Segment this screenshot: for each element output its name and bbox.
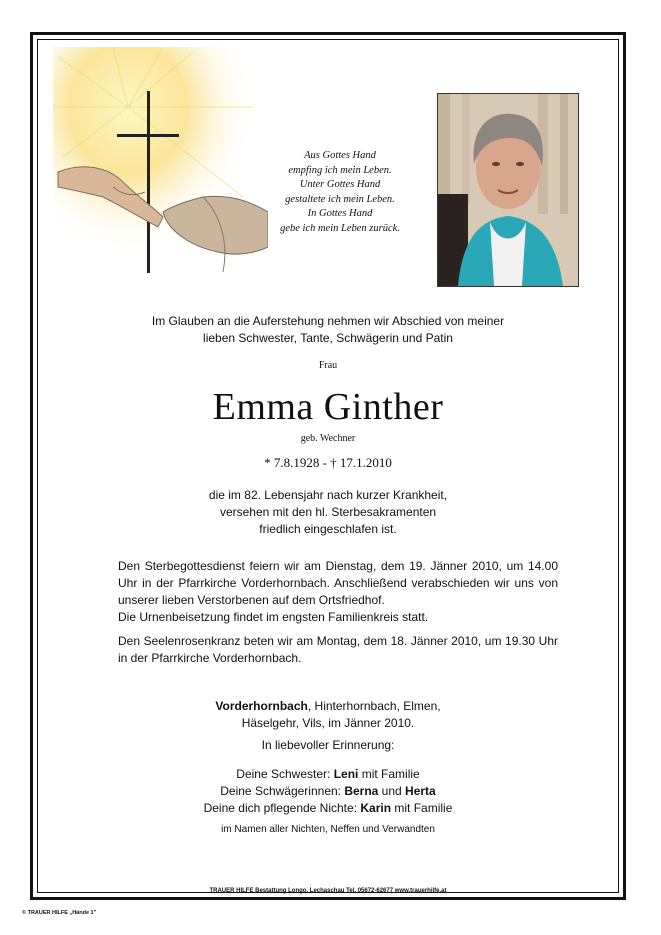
poem-line: Unter Gottes Hand xyxy=(299,179,381,191)
funeral-service-paragraph xyxy=(118,558,558,626)
funeral-home-footer: TRAUER HILFE Bestattung Longo, Lechaschau Tel. 05672-62677 www.trauerhilfe.at xyxy=(209,888,447,894)
poem-line: empfing ich mein Leben. xyxy=(288,164,392,176)
passing-line: die im 82. Lebensjahr nach kurzer Krankheit, xyxy=(208,488,448,502)
urn-text: Die Urnenbeisetzung findet im engsten Familienkreis statt. xyxy=(118,610,429,624)
poem-line: gebe ich mein Leben zurück. xyxy=(280,222,400,234)
place-date xyxy=(33,698,623,732)
maiden-name: geb. Wechner xyxy=(300,433,356,444)
passing-line: versehen mit den hl. Sterbesakramenten xyxy=(219,505,437,519)
poem xyxy=(265,149,415,237)
obituary-card xyxy=(30,32,626,900)
passing-line: friedlich eingeschlafen ist. xyxy=(259,522,397,536)
poem-line: In Gottes Hand xyxy=(307,208,373,220)
rosary-paragraph: Den Seelenrosenkranz beten wir am Montag, dem 18. Jänner 2010, um 19.30 Uhr in der Pfarrkirche Vorderhornbach. xyxy=(118,634,558,665)
family-inlaws: Deine Schwägerinnen: Berna und Herta xyxy=(220,784,436,798)
intro-line: Im Glauben an die Auferstehung nehmen wir Abschied von meiner xyxy=(151,314,505,328)
deceased-name: Emma Ginther xyxy=(212,386,444,428)
life-dates: * 7.8.1928 - † 17.1.2010 xyxy=(264,455,392,470)
place-rest: , Hinterhornbach, Elmen, xyxy=(307,699,441,713)
memory-heading: In liebevoller Erinnerung: xyxy=(261,738,395,752)
family-list xyxy=(33,766,623,817)
passing-text xyxy=(33,487,623,538)
cross-hands-illustration xyxy=(53,47,268,292)
poem-line: gestaltete ich mein Leben. xyxy=(285,193,395,205)
copyright-note: © TRAUER HILFE „Hände 1" xyxy=(22,910,97,916)
poem-line: Aus Gottes Hand xyxy=(304,150,376,161)
family-niece: Deine dich pflegende Nichte: Karin mit Familie xyxy=(203,801,453,815)
intro-text xyxy=(33,313,623,347)
relatives-note: im Namen aller Nichten, Neffen und Verwandten xyxy=(221,824,435,835)
place-line2: Häselgehr, Vils, im Jänner 2010. xyxy=(241,716,415,730)
portrait-photo xyxy=(437,93,579,287)
place-main: Vorderhornbach xyxy=(215,699,308,713)
salutation: Frau xyxy=(318,360,338,371)
service-text: Den Sterbegottesdienst feiern wir am Dienstag, dem 19. Jänner 2010, um 14.00 Uhr in der Pfarrkirche Vorderhornbach. Anschließend verabschieden wir uns von unserer lieben Verstorbenen auf dem Ortsfriedhof. xyxy=(118,559,558,607)
family-sister: Deine Schwester: Leni mit Familie xyxy=(236,767,420,781)
intro-line: lieben Schwester, Tante, Schwägerin und Patin xyxy=(203,331,453,345)
